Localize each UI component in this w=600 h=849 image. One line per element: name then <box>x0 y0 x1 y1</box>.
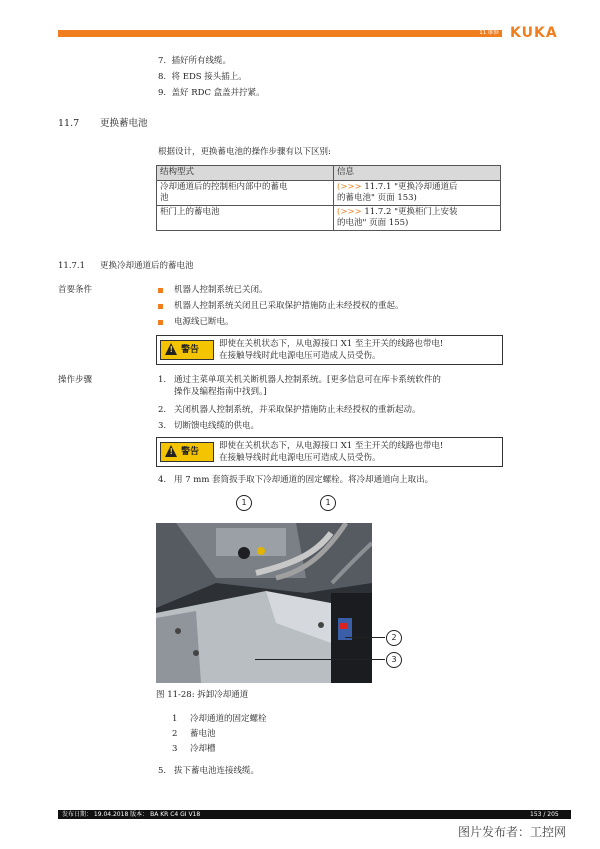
table-cell-info[interactable]: (>>> 11.7.2 "更换柜门上安装 的电池" 页面 155) <box>334 206 501 231</box>
link-arrow-icon: (>>> <box>337 182 362 192</box>
table-row <box>157 181 501 206</box>
legend-text: 冷却槽 <box>190 744 216 754</box>
bullet-icon <box>158 288 163 293</box>
step-3-text: 切断馈电线缆的供电。 <box>174 421 260 431</box>
table-header-row <box>157 166 501 181</box>
legend-number: 2 <box>172 729 178 739</box>
header-bar <box>58 30 502 37</box>
table-header-info: 信息 <box>334 166 501 181</box>
warning-triangle-icon: ! <box>165 343 177 355</box>
step-5-text: 拔下蓄电池连接线缆。 <box>174 766 260 776</box>
prev-step-9: 9. 盖好 RDC 盒盖并拧紧。 <box>158 88 265 98</box>
callout-2: 2 <box>386 630 402 646</box>
table-cell-type: 冷却通道后的控制柜内部中的蓄电 池 <box>157 181 334 206</box>
prev-step-8: 8. 将 EDS 接头插上。 <box>158 72 247 82</box>
table-cell-info[interactable]: (>>> 11.7.1 "更换冷却通道后 的蓄电池" 页面 153) <box>334 181 501 206</box>
table-row <box>157 206 501 231</box>
warning-box <box>156 335 503 365</box>
callout-1: 1 <box>236 495 252 511</box>
section-11-7-title: 更换蓄电池 <box>100 118 148 129</box>
warning-badge: ! 警告 <box>160 340 214 360</box>
table-header-type: 结构型式 <box>157 166 334 181</box>
kuka-logo: KUKA <box>510 25 558 41</box>
step-2-number: 2. <box>158 405 167 415</box>
legend-number: 3 <box>172 744 178 754</box>
warning-box <box>156 437 503 467</box>
section-11-7-1-number: 11.7.1 <box>58 261 86 271</box>
step-5-number: 5. <box>158 766 167 776</box>
section-11-7-1-title: 更换冷却通道后的蓄电池 <box>100 261 194 271</box>
figure-caption: 图 11-28: 拆卸冷却通道 <box>156 690 249 700</box>
legend-text: 冷却通道的固定螺栓 <box>190 714 267 724</box>
prereq-item: 电源线已断电。 <box>174 317 234 327</box>
intro-text: 根据设计，更换蓄电池的操作步骤有以下区别: <box>158 147 331 157</box>
bullet-icon <box>158 320 163 325</box>
section-11-7-number: 11.7 <box>58 118 80 129</box>
legend-text: 蓄电池 <box>190 729 216 739</box>
bullet-icon <box>158 304 163 309</box>
link-arrow-icon: (>>> <box>337 207 362 217</box>
footer-page-number: 153 / 205 <box>530 811 559 818</box>
step-1-text: 通过主菜单项关机关断机器人控制系统。[更多信息可在库卡系统软件的 操作及编程指南中找到。] <box>174 375 441 397</box>
variant-table <box>156 165 501 231</box>
step-4-text: 用 7 mm 套筒扳手取下冷却通道的固定螺栓。将冷却通道向上取出。 <box>174 475 434 485</box>
table-cell-type: 柜门上的蓄电池 <box>157 206 334 231</box>
procedure-label: 操作步骤 <box>58 375 93 385</box>
step-4-number: 4. <box>158 475 167 485</box>
watermark: 图片发布者：工控网 <box>458 825 567 839</box>
step-3-number: 3. <box>158 421 167 431</box>
legend-number: 1 <box>172 714 178 724</box>
warning-triangle-icon: ! <box>165 445 177 457</box>
prereq-item: 机器人控制系统已关闭。 <box>174 285 268 295</box>
warning-badge: ! 警告 <box>160 442 214 462</box>
callout-leader <box>345 637 385 638</box>
step-1-number: 1. <box>158 375 167 385</box>
header-chapter: 11 维修 <box>479 30 499 36</box>
prev-step-7: 7. 插好所有线缆。 <box>158 56 232 66</box>
warning-text: 即使在关机状态下，从电源接口 X1 至主开关的线路也带电! 在接触导线时此电源电压可造成人员受伤。 <box>219 339 444 361</box>
prereq-label: 首要条件 <box>58 285 93 295</box>
callout-1: 1 <box>320 495 336 511</box>
footer-publish-info: 发布日期： 19.04.2018 版本： BA KR C4 GI V18 <box>62 811 201 818</box>
prereq-item: 机器人控制系统关闭且已采取保护措施防止未经授权的重起。 <box>174 301 404 311</box>
callout-3: 3 <box>386 652 402 668</box>
step-2-text: 关闭机器人控制系统，并采取保护措施防止未经授权的重新起动。 <box>174 405 421 415</box>
warning-text: 即使在关机状态下，从电源接口 X1 至主开关的线路也带电! 在接触导线时此电源电压可造成人员受伤。 <box>219 441 444 463</box>
callout-leader <box>255 659 385 660</box>
